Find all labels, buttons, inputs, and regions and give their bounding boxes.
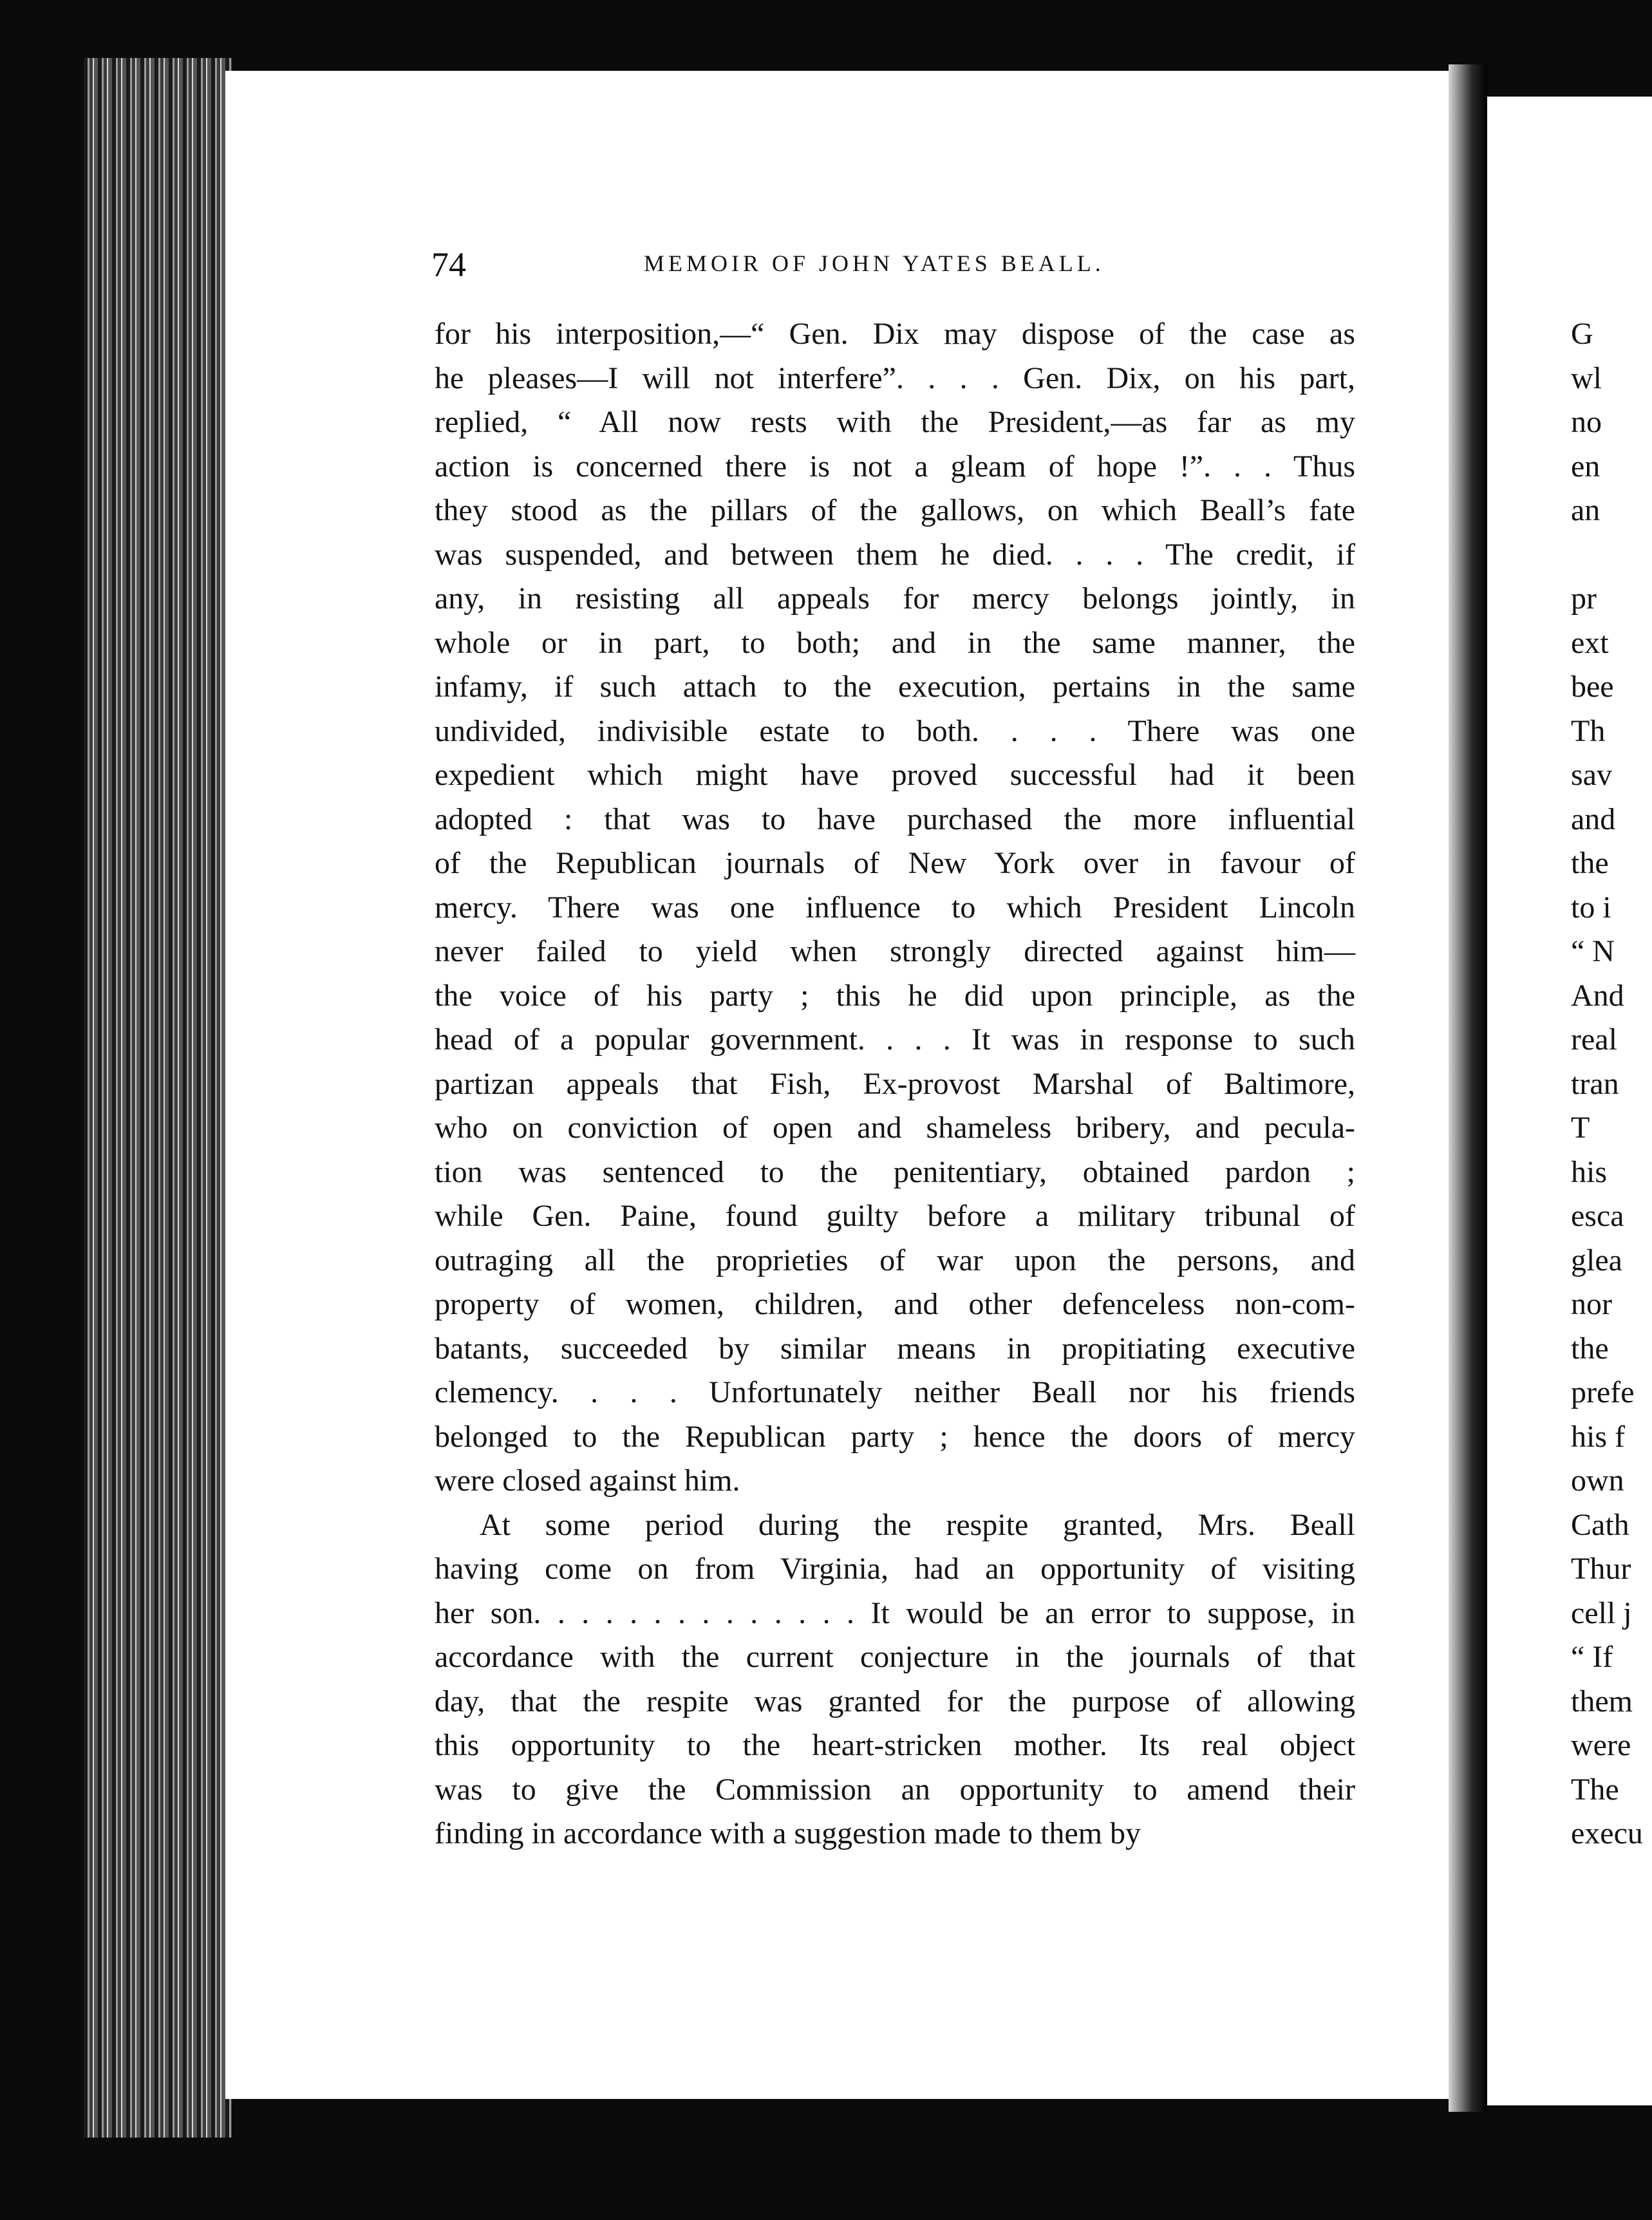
text-line: accordance with the current conjecture in the journals of that: [435, 1640, 1355, 1674]
text-line: any, in resisting all appeals for mercy belongs jointly, in: [435, 581, 1355, 616]
text-line: he pleases—I will not interfere”. . . . Gen. Dix, on his part,: [435, 361, 1355, 395]
text-line: mercy. There was one influence to which President Lincoln: [435, 890, 1355, 925]
text-line: of the Republican journals of New York over in favour of: [435, 846, 1355, 880]
right-page-line: no: [1571, 405, 1602, 439]
text-line: for his interposition,—“ Gen. Dix may dispose of the case as: [435, 317, 1355, 351]
page-edges: [84, 58, 232, 2138]
text-line: At some period during the respite granted, Mrs. Beall: [480, 1507, 1355, 1542]
body-text: [435, 312, 1355, 1856]
right-page-line: execu: [1571, 1816, 1643, 1850]
right-page-line: sav: [1571, 758, 1612, 792]
text-line: expedient which might have proved successful had it been: [435, 758, 1355, 792]
book-gutter: [1449, 64, 1487, 2112]
text-line: having come on from Virginia, had an opportunity of visiting: [435, 1552, 1355, 1586]
page-number: 74: [431, 245, 466, 284]
text-line: they stood as the pillars of the gallows, on which Beall’s fate: [435, 493, 1355, 527]
right-page-line: T: [1571, 1111, 1590, 1145]
text-line: were closed against him.: [435, 1463, 740, 1498]
text-line: was suspended, and between them he died. . . . The credit, if: [435, 537, 1355, 572]
text-line: undivided, indivisible estate to both. . . . There was one: [435, 713, 1355, 748]
right-page-line: glea: [1571, 1243, 1622, 1277]
text-line: property of women, children, and other defenceless non-com-: [435, 1287, 1355, 1321]
right-page-line: “ N: [1571, 934, 1615, 968]
text-line: who on conviction of open and shameless bribery, and pecula-: [435, 1111, 1355, 1145]
right-page-line: the: [1571, 1331, 1609, 1366]
right-page-line: own: [1571, 1463, 1624, 1498]
right-page-line: his f: [1571, 1419, 1625, 1454]
text-line: while Gen. Paine, found guilty before a military tribunal of: [435, 1199, 1355, 1233]
right-page-line: pr: [1571, 581, 1597, 616]
right-page-line: to i: [1571, 890, 1611, 925]
right-page-line: ext: [1571, 625, 1609, 660]
text-line: partizan appeals that Fish, Ex-provost Marshal of Baltimore,: [435, 1066, 1355, 1101]
page-header: [431, 245, 1352, 290]
text-line: belonged to the Republican party ; hence the doors of mercy: [435, 1419, 1355, 1454]
running-title: MEMOIR OF JOHN YATES BEALL.: [644, 250, 1105, 276]
right-page-line: Th: [1571, 713, 1606, 748]
right-page-line: [1571, 533, 1652, 578]
text-line: whole or in part, to both; and in the same manner, the: [435, 625, 1355, 660]
right-page-line: en: [1571, 449, 1600, 484]
right-page-line: prefe: [1571, 1375, 1635, 1409]
right-page-line: G: [1571, 317, 1593, 351]
text-line: this opportunity to the heart-stricken mother. Its real object: [435, 1728, 1355, 1762]
right-page-line: Thur: [1571, 1552, 1631, 1586]
right-page-line: the: [1571, 846, 1609, 880]
right-page-line: real: [1571, 1022, 1617, 1057]
text-line: was to give the Commission an opportunity to amend their: [435, 1772, 1355, 1807]
right-page-line: esca: [1571, 1199, 1624, 1233]
text-line: finding in accordance with a suggestion made to them by: [435, 1816, 1141, 1850]
text-line: clemency. . . . Unfortunately neither Beall nor his friends: [435, 1375, 1355, 1409]
right-page-line: an: [1571, 493, 1600, 527]
right-page-line: them: [1571, 1684, 1633, 1718]
right-page-line: “ If: [1571, 1640, 1613, 1674]
text-line: the voice of his party ; this he did upon principle, as the: [435, 978, 1355, 1013]
right-page-line: cell j: [1571, 1595, 1632, 1630]
text-line: action is concerned there is not a gleam of hope !”. . . Thus: [435, 449, 1355, 484]
text-line: her son. . . . . . . . . . . . . . It would be an error to suppose, in: [435, 1595, 1355, 1630]
text-line: replied, “ All now rests with the President,—as far as my: [435, 405, 1355, 439]
right-page-line: bee: [1571, 670, 1614, 704]
text-line: day, that the respite was granted for the purpose of allowing: [435, 1684, 1355, 1718]
right-page-line: The: [1571, 1772, 1619, 1807]
text-line: head of a popular government. . . . It was in response to such: [435, 1022, 1355, 1057]
text-line: batants, succeeded by similar means in propitiating executive: [435, 1331, 1355, 1366]
right-page-text: [1571, 312, 1652, 1856]
right-page-line: nor: [1571, 1287, 1612, 1321]
right-page-line: And: [1571, 978, 1624, 1013]
text-line: infamy, if such attach to the execution, pertains in the same: [435, 670, 1355, 704]
text-line: tion was sentenced to the penitentiary, obtained pardon ;: [435, 1154, 1355, 1189]
text-line: never failed to yield when strongly directed against him—: [435, 934, 1355, 968]
text-line: adopted : that was to have purchased the more influential: [435, 802, 1355, 836]
right-page-line: wl: [1571, 361, 1602, 395]
text-line: outraging all the proprieties of war upon the persons, and: [435, 1243, 1355, 1277]
right-page-line: his: [1571, 1154, 1608, 1189]
right-page-line: Cath: [1571, 1507, 1629, 1542]
right-page-line: tran: [1571, 1066, 1619, 1101]
right-page-line: and: [1571, 802, 1616, 836]
right-page-line: were: [1571, 1728, 1631, 1762]
